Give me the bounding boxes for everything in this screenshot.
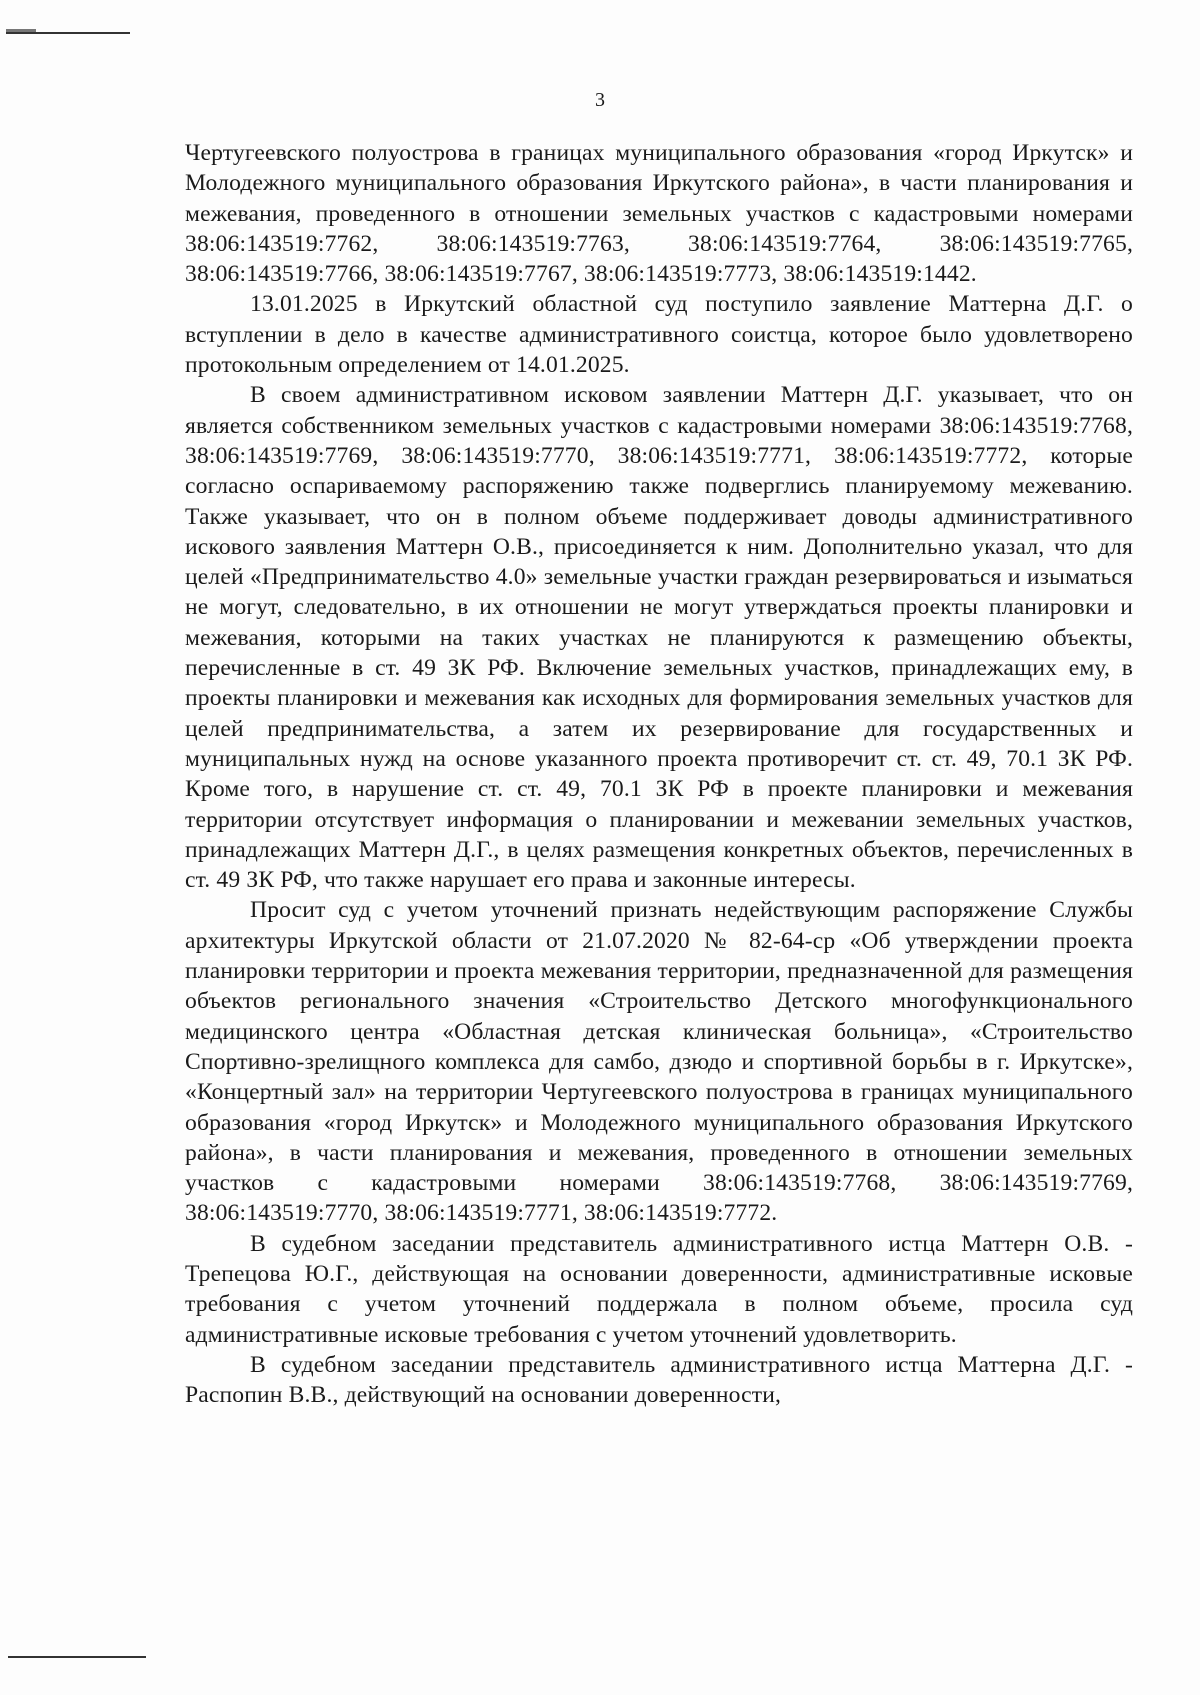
scan-edge-mark-top <box>6 32 130 34</box>
paragraph-coplaintiff-claims: В своем административном исковом заявлении Маттерн Д.Г. указывает, что он является собственником земельных участков с кадастровыми номерами 38:06:143519:7768, 38:06:143519:7769, 38:06:143519:7770, 38:06:143519:7771, 38:06:143519:7772, которые согласно оспариваемому распоряжению также подверглись планируемому межеванию. Также указывает, что он в полном объеме поддерживает доводы административного искового заявления Маттерн О.В., присоединяется к ним. Дополнительно указал, что для целей «Предпринимательство 4.0» земельные участки граждан резервироваться и изыматься не могут, следовательно, в их отношении не могут утверждаться проекты планировки и межевания, которыми на таких участках не планируются к размещению объекты, перечисленные в ст. 49 ЗК РФ. Включение земельных участков, принадлежащих ему, в проекты планировки и межевания как исходных для формирования земельных участков для целей предпринимательства, а затем их резервирование для государственных и муниципальных нужд на основе указанного проекта противоречит ст. ст. 49, 70.1 ЗК РФ. Кроме того, в нарушение ст. ст. 49, 70.1 ЗК РФ в проекте планировки и межевания территории отсутствует информация о планировании и межевании земельных участков, принадлежащих Маттерн Д.Г., в целях размещения конкретных объектов, перечисленных в ст. 49 ЗК РФ, что также нарушает его права и законные интересы. <box>185 382 1133 894</box>
paragraph-continuation: Чертугеевского полуострова в границах муниципального образования «город Иркутск» и Молодежного муниципального образования Иркутского района», в части планирования и межевания, проведенного в отношении земельных участков с кадастровыми номерами 38:06:143519:7762, 38:06:143519:7763, 38:06:143519:7764, 38:06:143519:7765, 38:06:143519:7766, 38:06:143519:7767, 38:06:143519:7773, 38:06:143519:1442. <box>185 140 1133 288</box>
scan-edge-mark-bottom <box>8 1656 146 1658</box>
paragraph-representative-trepetsova: В судебном заседании представитель административного истца Маттерн О.В. - Трепецова Ю.Г., действующая на основании доверенности, административные исковые требования с учетом уточнений поддержала в полном объеме, просила суд административные исковые требования с учетом уточнений удовлетворить. <box>185 1230 1133 1348</box>
paragraph-request: Просит суд с учетом уточнений признать недействующим распоряжение Службы архитектуры Иркутской области от 21.07.2020 № 82-64-ср «Об утверждении проекта планировки территории и проекта межевания территории, предназначенной для размещения объектов регионального значения «Строительство Детского многофункционального медицинского центра «Областная детская клиническая больница», «Строительство Спортивно-зрелищного комплекса для самбо, дзюдо и спортивной борьбы в г. Иркутске», «Концертный зал» на территории Чертугеевского полуострова в границах муниципального образования «город Иркутск» и Молодежного муниципального образования Иркутского района», в части планирования и межевания, проведенного в отношении земельных участков с кадастровыми номерами 38:06:143519:7768, 38:06:143519:7769, 38:06:143519:7770, 38:06:143519:7771, 38:06:143519:7772. <box>185 897 1133 1227</box>
page-number: 3 <box>595 89 605 111</box>
document-body <box>185 138 1133 1410</box>
paragraph-application-receipt: 13.01.2025 в Иркутский областной суд поступило заявление Маттерна Д.Г. о вступлении в дело в качестве административного соистца, которое было удовлетворено протокольным определением от 14.01.2025. <box>185 291 1133 379</box>
paragraph-representative-raspopin: В судебном заседании представитель административного истца Маттерна Д.Г. - Распопин В.В., действующий на основании доверенности, <box>185 1351 1133 1409</box>
